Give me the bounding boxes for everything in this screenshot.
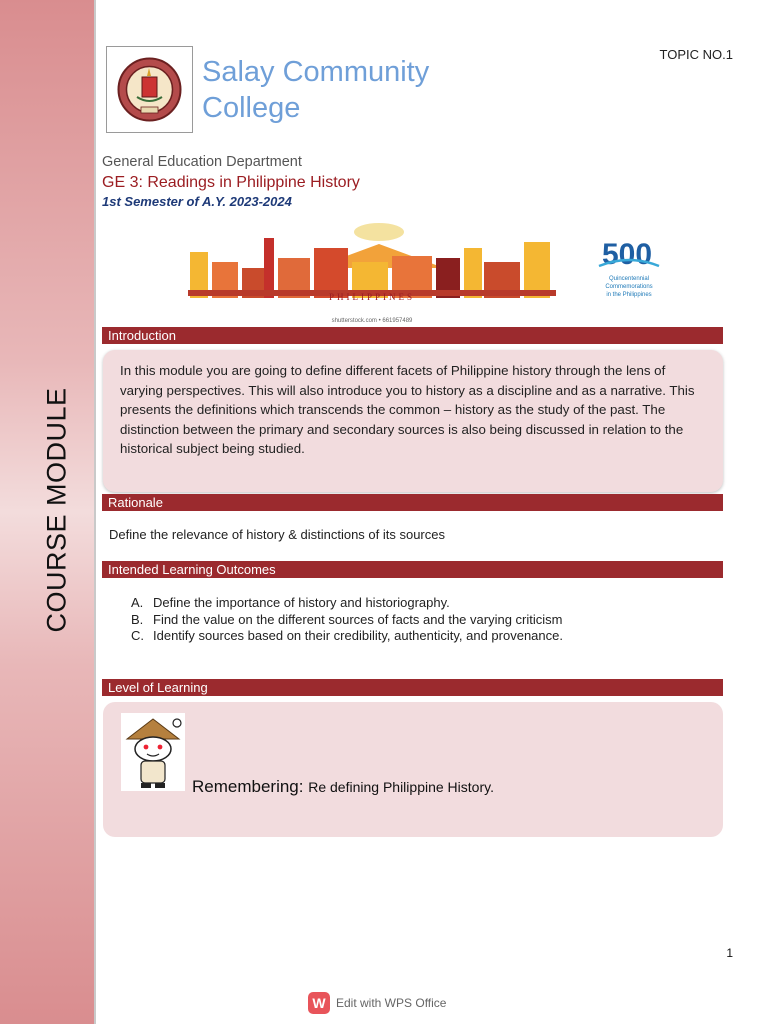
rationale-header: Rationale [102, 494, 723, 511]
philippines-skyline-banner [184, 218, 564, 328]
list-item [131, 628, 563, 645]
introduction-header: Introduction [102, 327, 723, 344]
mascot-avatar [121, 713, 185, 791]
school-name-line1: Salay Community [202, 56, 430, 88]
page-number: 1 [726, 946, 733, 960]
level-of-learning-header: Level of Learning [102, 679, 723, 696]
q500-line3: in the Philippines [606, 292, 652, 298]
sidebar-title: COURSE MODULE [41, 387, 72, 633]
outcome-text: Identify sources based on their credibility, authenticity, and provenance. [153, 628, 563, 643]
level-text [192, 777, 494, 797]
topic-number: TOPIC NO.1 [659, 47, 733, 62]
wps-icon: W [308, 992, 330, 1014]
course-title: GE 3: Readings in Philippine History [102, 174, 360, 191]
list-item [131, 612, 563, 629]
introduction-panel [103, 350, 723, 492]
level-label: Remembering: [192, 777, 304, 796]
introduction-text: In this module you are going to define different facets of Philippine history through the lens of varying perspectives. This will also introduce you to history as a discipline and as a narrative. This presents the definitions which transcends the common – history as the study of the past. The distinction between the primary and secondary sources is also being discussed in relation to the historical subject being studied. [120, 363, 695, 456]
q500-line2: Commemorations [605, 284, 653, 290]
outcome-letter: A. [131, 595, 144, 610]
outcomes-list [131, 595, 563, 645]
college-seal-logo [106, 46, 193, 133]
sidebar-divider [94, 0, 96, 1024]
rationale-text: Define the relevance of history & distinctions of its sources [109, 527, 445, 542]
seal-icon [107, 47, 192, 132]
quincentennial-logo [593, 232, 665, 308]
list-item [131, 595, 563, 612]
q500-line1: Quincentennial [608, 276, 650, 282]
banner-caption: PHILIPPINES [328, 292, 416, 302]
semester-label: 1st Semester of A.Y. 2023-2024 [102, 194, 292, 209]
outcome-letter: B. [131, 611, 144, 627]
school-name-line2: College [202, 92, 301, 124]
wps-label: Edit with WPS Office [336, 996, 447, 1010]
wps-edit-link[interactable] [308, 992, 446, 1014]
department-label: General Education Department [102, 154, 302, 170]
q500-number: 500 [601, 238, 653, 271]
stock-credit: shutterstock.com • 661957489 [331, 318, 413, 324]
outcomes-header: Intended Learning Outcomes [102, 561, 723, 578]
level-of-learning-panel [103, 702, 723, 837]
mascot-icon [121, 713, 185, 791]
outcome-letter: C. [131, 628, 144, 643]
school-name [202, 54, 482, 126]
level-description: Re defining Philippine History. [308, 779, 494, 795]
outcome-text: Find the value on the different sources of facts and the varying criticism [153, 611, 563, 627]
outcome-text: Define the importance of history and historiography. [153, 595, 450, 610]
